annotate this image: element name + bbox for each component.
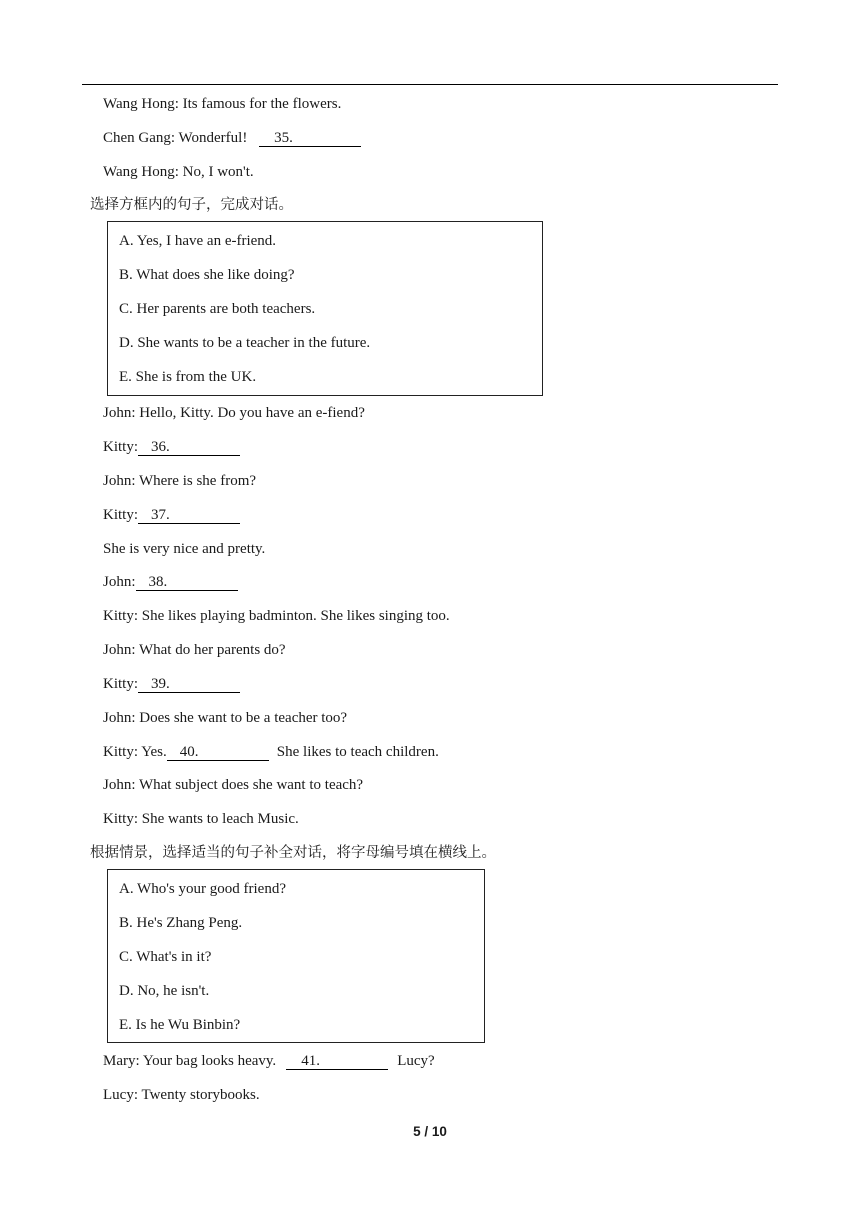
header-rule <box>82 84 778 85</box>
option-b: B. What does she like doing? <box>119 267 295 283</box>
option-d: D. No, he isn't. <box>119 983 210 999</box>
dialogue-line <box>103 163 254 181</box>
option-c: C. Her parents are both teachers. <box>119 301 316 317</box>
dialogue-text: John: What do her parents do? <box>103 642 286 658</box>
page-number: 5 / 10 <box>413 1124 447 1139</box>
dialogue-line <box>103 472 256 490</box>
dialogue-text: Chen Gang: Wonderful! <box>103 130 252 146</box>
option-e: E. She is from the UK. <box>119 369 257 385</box>
speaker-label: Kitty: Yes. <box>103 744 167 760</box>
dialogue-text: Wang Hong: Its famous for the flowers. <box>103 96 342 112</box>
section-instruction: 根据情景，选择适当的句子补全对话，将字母编号填在横线上。 <box>90 845 496 861</box>
dialogue-line <box>103 438 240 456</box>
speaker-label: Kitty: <box>103 676 139 692</box>
dialogue-text: John: Hello, Kitty. Do you have an e-fiend? <box>103 405 365 421</box>
dialogue-text: Kitty: She wants to leach Music. <box>103 811 299 827</box>
answer-blank-36[interactable]: 36. <box>138 439 240 456</box>
option-a: A. Yes, I have an e-friend. <box>119 233 277 249</box>
dialogue-text: Mary: Your bag looks heavy. <box>103 1053 277 1069</box>
dialogue-text: John: What subject does she want to teach? <box>103 777 364 793</box>
dialogue-line <box>103 776 363 794</box>
answer-blank-38[interactable]: 38. <box>136 574 238 591</box>
speaker-label: Kitty: <box>103 507 139 523</box>
dialogue-line <box>103 641 286 659</box>
option-a: A. Who's your good friend? <box>119 881 286 897</box>
dialogue-line <box>103 573 238 591</box>
dialogue-line <box>103 1086 260 1104</box>
dialogue-line <box>103 404 365 422</box>
dialogue-text: John: Where is she from? <box>103 473 257 489</box>
answer-blank-41[interactable]: 41. <box>286 1053 388 1070</box>
option-e: E. Is he Wu Binbin? <box>119 1017 241 1033</box>
answer-blank-37[interactable]: 37. <box>138 507 240 524</box>
dialogue-line <box>103 1052 435 1070</box>
option-b: B. He's Zhang Peng. <box>119 915 243 931</box>
dialogue-text: Kitty: She likes playing badminton. She likes singing too. <box>103 608 450 624</box>
dialogue-line <box>103 540 265 558</box>
dialogue-line <box>103 95 341 113</box>
dialogue-line <box>103 607 450 625</box>
dialogue-line <box>103 129 361 147</box>
answer-blank-35[interactable]: 35. <box>259 130 361 147</box>
dialogue-text: Lucy: Twenty storybooks. <box>103 1087 260 1103</box>
dialogue-text: She likes to teach children. <box>276 744 439 760</box>
dialogue-line <box>103 675 240 693</box>
section-instruction: 选择方框内的句子，完成对话。 <box>90 197 293 213</box>
dialogue-line <box>103 709 347 727</box>
dialogue-line <box>103 743 439 761</box>
option-c: C. What's in it? <box>119 949 212 965</box>
options-box <box>107 221 543 396</box>
speaker-label: Kitty: <box>103 439 139 455</box>
option-d: D. She wants to be a teacher in the future. <box>119 335 371 351</box>
dialogue-text: She is very nice and pretty. <box>103 541 266 557</box>
dialogue-text: Wang Hong: No, I won't. <box>103 164 254 180</box>
dialogue-line <box>103 810 299 828</box>
answer-blank-40[interactable]: 40. <box>167 744 269 761</box>
speaker-label: John: <box>103 574 136 590</box>
dialogue-text: Lucy? <box>397 1053 435 1069</box>
dialogue-text: John: Does she want to be a teacher too? <box>103 710 348 726</box>
answer-blank-39[interactable]: 39. <box>138 676 240 693</box>
options-box <box>107 869 485 1043</box>
dialogue-line <box>103 506 240 524</box>
